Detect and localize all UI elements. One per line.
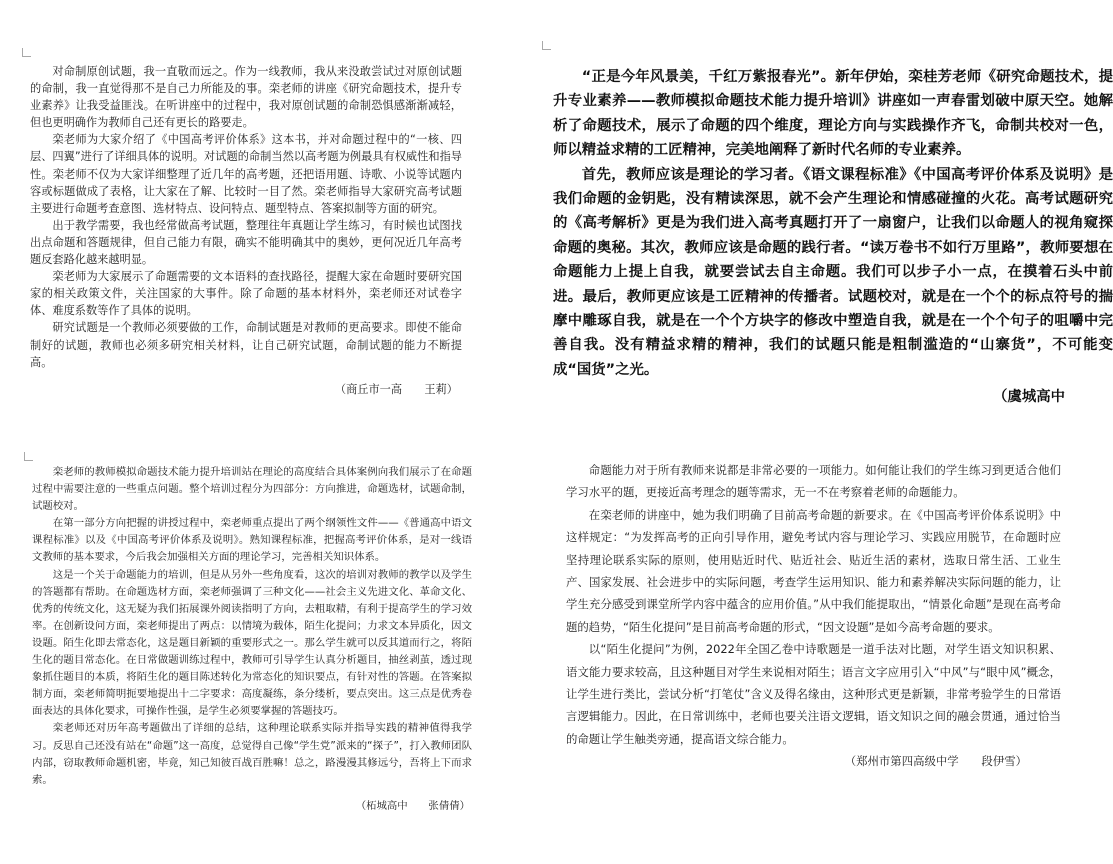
paragraph: 出于教学需要，我也经常做高考试题，整理往年真题让学生练习，有时候也试图找出点命题和答题规律，但自己能力有限，确实不能明确其中的奥妙，更何况近几年高考题反套路化越来越明显。 bbox=[30, 218, 462, 267]
paragraph: 在第一部分方向把握的讲授过程中，栾老师重点提出了两个纲领性文件——《普通高中语文课程标准》以及《中国高考评价体系及说明》。熟知课程标准，把握高考评价体系，是对一线语文教师的基本要求，今后我会加强相关方面的理论学习，完善相关知识体系。 bbox=[32, 517, 472, 564]
author-signature: （郑州市第四高级中学 段伊雪） bbox=[844, 754, 1027, 769]
review-panel-zhangqianqian bbox=[0, 448, 490, 864]
review-body bbox=[32, 464, 472, 815]
review-body bbox=[553, 65, 1113, 410]
paragraph: 对命制原创试题，我一直敬而远之。作为一线教师，我从来没敢尝试过对原创试题的命制，我一直觉得那不是自己力所能及的事。栾老师的讲座《研究命题技术，提升专业素养》让我受益匪浅。在听讲座中的过程中，我对原创试题的命制恐惧感渐渐减轻，但也更明确作为教师自己还有更长的路要走。 bbox=[30, 65, 462, 130]
corner-mark bbox=[542, 41, 551, 50]
corner-mark bbox=[22, 48, 31, 57]
author-signature: （商丘市一高 王莉） bbox=[334, 382, 458, 396]
review-panel-wangli bbox=[0, 0, 490, 410]
review-body bbox=[30, 63, 462, 398]
review-panel-yucheng bbox=[540, 35, 1113, 406]
paragraph: 栾老师的教师模拟命题技术能力提升培训站在理论的高度结合具体案例向我们展示了在命题过程中需要注意的一些重点问题。整个培训过程分为四部分：方向推进，命题选材，试题命制，试题校对。 bbox=[32, 466, 472, 513]
paragraph: “正是今年风景美，千红万紫报春光”。新年伊始，栾桂芳老师《研究命题技术，提升专业素养——教师模拟命题技术能力提升培训》讲座如一声春雷划破中原天空。她解析了命题技术，展示了命题的四个维度，理论方向与实践操作齐飞，命制共校对一色，师以精益求精的工匠精神，完美地阐释了新时代名师的专业素养。 bbox=[553, 69, 1113, 159]
paragraph: 命题能力对于所有教师来说都是非常必要的一项能力。如何能让我们的学生练习到更适合他们学习水平的题，更接近高考理念的题等需求，无一不在考察着老师的命题能力。 bbox=[566, 463, 1061, 500]
paragraph: 以“陌生化提问”为例，2022年全国乙卷中诗歌题是一道手法对比题，对学生语文知识积累、语文能力要求较高，且这种题目对学生来说相对陌生；语言文字应用引入“中风”与“眼中风”概念，让学生进行类比，尝试分析“打笔仗”含义及得名缘由，这种形式更是新颖，非常考验学生的日常语言逻辑能力。因此，在日常训练中，老师也要关注语文逻辑，语文知识之间的融会贯通，通过恰当的命题让学生触类旁通，提高语文综合能力。 bbox=[566, 642, 1061, 746]
paragraph: 研究试题是一个教师必须要做的工作，命制试题是对教师的更高要求。即使不能命制好的试题，教师也必须多研究相关材料，让自己研究试题，命制试题的能力不断提高。 bbox=[30, 321, 462, 369]
review-body bbox=[566, 459, 1061, 773]
paragraph: 在栾老师的讲座中，她为我们明确了目前高考命题的新要求。在《中国高考评价体系说明》中这样规定：“为发挥高考的正向引导作用，避免考试内容与理论学习、实践应用脱节，在命题时应坚持理论联系实际的原则，使用贴近时代、贴近社会、贴近生活的素材，选取日常生活、工业生产、国家发展、社会进步中的实际问题，考查学生运用知识、能力和素养解决实际问题的能力，让学生充分感受到课堂所学内容中蕴含的应用价值。”从中我们能提取出，“情景化命题”是现在高考命题的趋势，“陌生化提问”是目前高考命题的形式，“因文设题”是如今高考命题的要求。 bbox=[566, 507, 1061, 634]
corner-mark bbox=[24, 452, 33, 461]
author-signature: （虞城高中 bbox=[993, 389, 1065, 406]
author-signature: （柘城高中 张倩倩） bbox=[355, 799, 470, 812]
paragraph: 这是一个关于命题能力的培训，但是从另外一些角度看，这次的培训对教师的教学以及学生的答题都有帮助。在命题选材方面，栾老师强调了三种文化——社会主义先进文化、革命文化、优秀的传统文化，这无疑为我们拓展课外阅读指明了方向，去粗取精，有利于提高学生的学习效率。在创新设问方面，栾老师提出了两点：以情境为载体，陌生化提问；力求文本异质化，因文设题。陌生化即去常态化，这是题目新颖的重要形式之一。那么学生就可以反其道而行之，将陌生化的题目常态化。在日常做题训练过程中，教师可引导学生认真分析题目，抽丝剥茧，透过现象抓住题目的本质，将陌生化的题目陈述转化为常态化的知识要点，有针对性的答题。在答案拟制方面，栾老师简明扼要地提出十二字要求：高度凝练，条分缕析，要点突出。这三点是优秀卷面表达的具体化要求，可操作性强，是学生必须要掌握的答题技巧。 bbox=[32, 568, 472, 718]
paragraph: 栾老师为大家介绍了《中国高考评价体系》这本书，并对命题过程中的“一核、四层、四翼”进行了详细具体的说明。对试题的命制当然以高考题为例最具有权威性和指导性。栾老师不仅为大家详细整理了近几年的高考题，还把语用题、诗歌、小说等试题内容或标题做成了表格，让大家在了解、比较时一目了然。栾老师指导大家研究高考试题主要进行命题考查意图、选材特点、设问特点、题型特点、答案拟制等方面的研究。 bbox=[30, 133, 462, 215]
review-panel-duanyixue bbox=[540, 448, 1080, 864]
paragraph: 栾老师还对历年高考题做出了详细的总结，这种理论联系实际并指导实践的精神值得我学习。反思自己还没有站在“命题”这一高度，总觉得自己像“学生党”派来的“探子”，打入教师团队内部，窃取教师命题机密，毕竟，知己知彼百战百胜嘛！总之，路漫漫其修远兮，吾将上下而求索。 bbox=[32, 722, 472, 786]
paragraph: 首先，教师应该是理论的学习者。《语文课程标准》《中国高考评价体系及说明》是我们命题的金钥匙，没有精读深思，就不会产生理论和情感碰撞的火花。高考试题研究的《高考解析》更是为我们进入高考真题打开了一扇窗户，让我们以命题人的视角窥探命题的奥秘。其次，教师应该是命题的践行者。“读万卷书不如行万里路”，教师要想在命题能力上提上自我，就要尝试去自主命题。我们可以步子小一点，在摸着石头中前进。最后，教师更应该是工匠精神的传播者。试题校对，就是在一个个的标点符号的揣摩中雕琢自我，就是在一个个方块字的修改中塑造自我，就是在一个个句子的咀嚼中完善自我。没有精益求精的精神，我们的试题只能是粗制滥造的“山寨货”，不可能变成“国货”之光。 bbox=[553, 166, 1113, 378]
paragraph: 栾老师为大家展示了命题需要的文本语料的查找路径，提醒大家在命题时要研究国家的相关政策文件，关注国家的大事件。除了命题的基本材料外，栾老师还对试卷字体、难度系数等作了具体的说明。 bbox=[30, 270, 462, 318]
